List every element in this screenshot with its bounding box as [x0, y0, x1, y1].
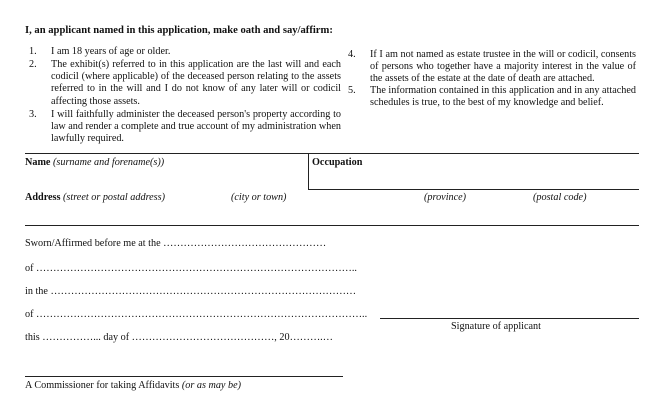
statement-4 [348, 49, 636, 86]
sworn-date-line: this ……………... day of ……………………………………, 20……….… [25, 332, 333, 343]
statement-2 [29, 59, 341, 108]
statement-number: 3. [29, 109, 37, 120]
address-field-label [25, 192, 165, 204]
province-hint: (province) [424, 192, 467, 203]
name-field-label [25, 157, 164, 169]
oath-heading: I, an applicant named in this application, make oath and say/affirm: [25, 25, 333, 36]
signature-line [380, 318, 639, 319]
statement-number: 4. [348, 49, 356, 60]
divider-top [25, 153, 639, 154]
statement-3 [29, 109, 341, 146]
commissioner-text: A Commissioner for taking Affidavits [25, 380, 182, 391]
statement-text: The exhibit(s) referred to in this application are the last will and each codicil (where applicable) of the deceased person relating to the assets referred to in the will and I do not know of any later will or codicil affecting those assets. [51, 59, 341, 107]
commissioner-label [25, 380, 241, 392]
statement-number: 1. [29, 46, 37, 57]
signature-label: Signature of applicant [451, 321, 541, 332]
divider-address-bottom [25, 225, 639, 226]
address-hint: (street or postal address) [63, 192, 165, 203]
statement-5 [348, 85, 636, 109]
sworn-of-line-2: of …………………………………………………………………………………….. [25, 309, 368, 320]
name-hint: (surname and forename(s)) [53, 157, 165, 168]
statement-text: I am 18 years of age or older. [51, 46, 171, 57]
statement-1 [29, 46, 371, 58]
sworn-location-line: Sworn/Affirmed before me at the ………………………………………… [25, 238, 327, 249]
sworn-in-the-line: in the ……………………………………………………………………………… [25, 286, 357, 297]
statement-text: If I am not named as estate trustee in the will or codicil, consents of persons who together have a majority interest in the value of the assets of the estate at the date of death are attached. [370, 49, 636, 85]
statement-text: I will faithfully administer the deceased person's property according to law and render a complete and true account of my administration when lawfully required. [51, 109, 341, 145]
divider-name-occupation [308, 153, 309, 189]
statement-number: 5. [348, 85, 356, 96]
occupation-label: Occupation [312, 157, 363, 168]
commissioner-italic: (or as may be) [181, 380, 242, 391]
address-label: Address [25, 192, 61, 203]
sworn-of-line-1: of ………………………………………………………………………………….. [25, 263, 357, 274]
name-label: Name [25, 157, 51, 168]
city-hint: (city or town) [231, 192, 287, 203]
statement-text: The information contained in this application and in any attached schedules is true, to the best of my knowledge and belief. [370, 85, 636, 109]
divider-occupation-bottom [308, 189, 639, 190]
postal-code-hint: (postal code) [533, 192, 587, 203]
commissioner-line [25, 376, 343, 377]
statement-number: 2. [29, 59, 37, 70]
